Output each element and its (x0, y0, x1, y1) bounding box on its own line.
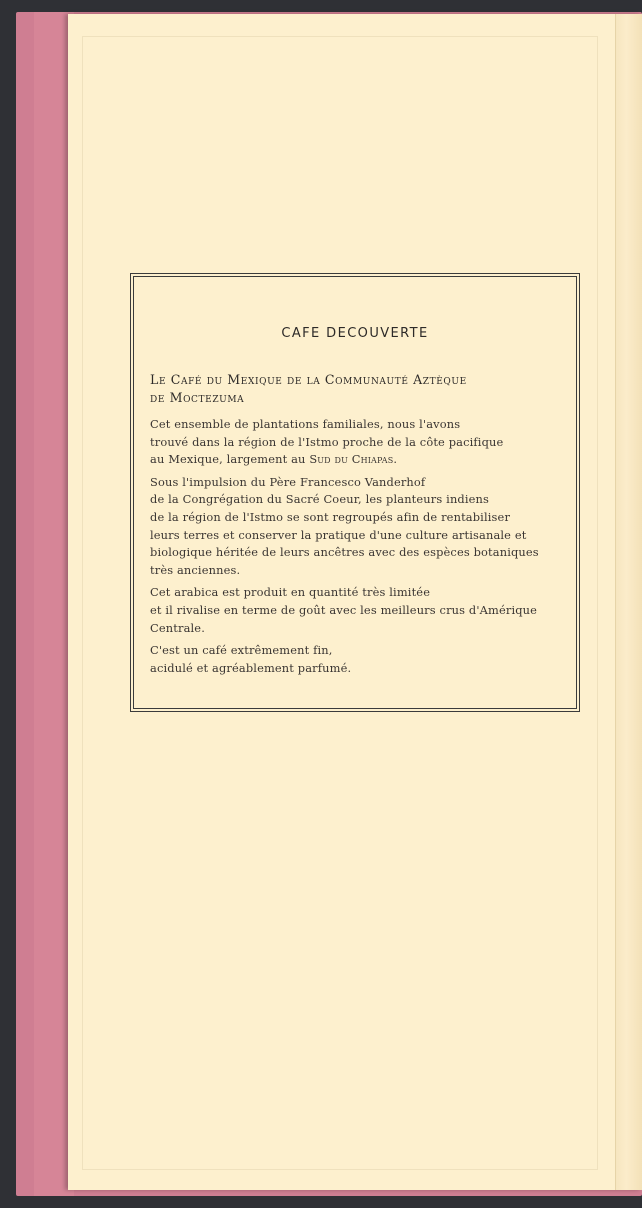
body-line (150, 451, 570, 469)
body-line: Cet arabica est produit en quantité très limitée (150, 585, 431, 600)
section-heading (150, 371, 560, 407)
body-line: acidulé et agréablement parfumé. (150, 660, 352, 675)
body-line: C'est un café extrêmement fin, (150, 643, 333, 658)
heading-line: Le Café du Mexique de la Communauté Aztèque (150, 372, 467, 387)
body-line: biologique héritée de leurs ancêtres avec des espèces botaniques (150, 545, 539, 560)
body-line: Cet ensemble de plantations familiales, nous l'avons (150, 417, 461, 431)
region-name: Sud du Chiapas. (309, 452, 398, 467)
page-fold-edge (615, 14, 642, 1190)
paragraph-plantations (150, 416, 570, 469)
body-line: de la Congrégation du Sacré Coeur, les planteurs indiens (150, 492, 490, 507)
body-line: Sous l'impulsion du Père Francesco Vanderhof (150, 474, 426, 489)
paragraph-taste (150, 642, 570, 677)
description-frame (130, 273, 580, 712)
body-line: de la région de l'Istmo se sont regroupés afin de rentabiliser (150, 509, 511, 524)
section-body (150, 416, 570, 682)
paragraph-arabica (150, 584, 570, 637)
menu-page (68, 14, 642, 1190)
paragraph-history (150, 474, 570, 580)
body-text: au Mexique, largement au (150, 452, 310, 467)
section-title: CAFE DECOUVERTE (281, 326, 429, 341)
body-line: Centrale. (150, 620, 205, 635)
body-line: très anciennes. (150, 562, 241, 577)
heading-line: de Moctezuma (150, 390, 245, 405)
body-line: trouvé dans la région de l'Istmo proche de la côte pacifique (150, 434, 504, 449)
body-line: et il rivalise en terme de goût avec les meilleurs crus d'Amérique (150, 602, 538, 617)
body-line: leurs terres et conserver la pratique d'une culture artisanale et (150, 527, 527, 542)
